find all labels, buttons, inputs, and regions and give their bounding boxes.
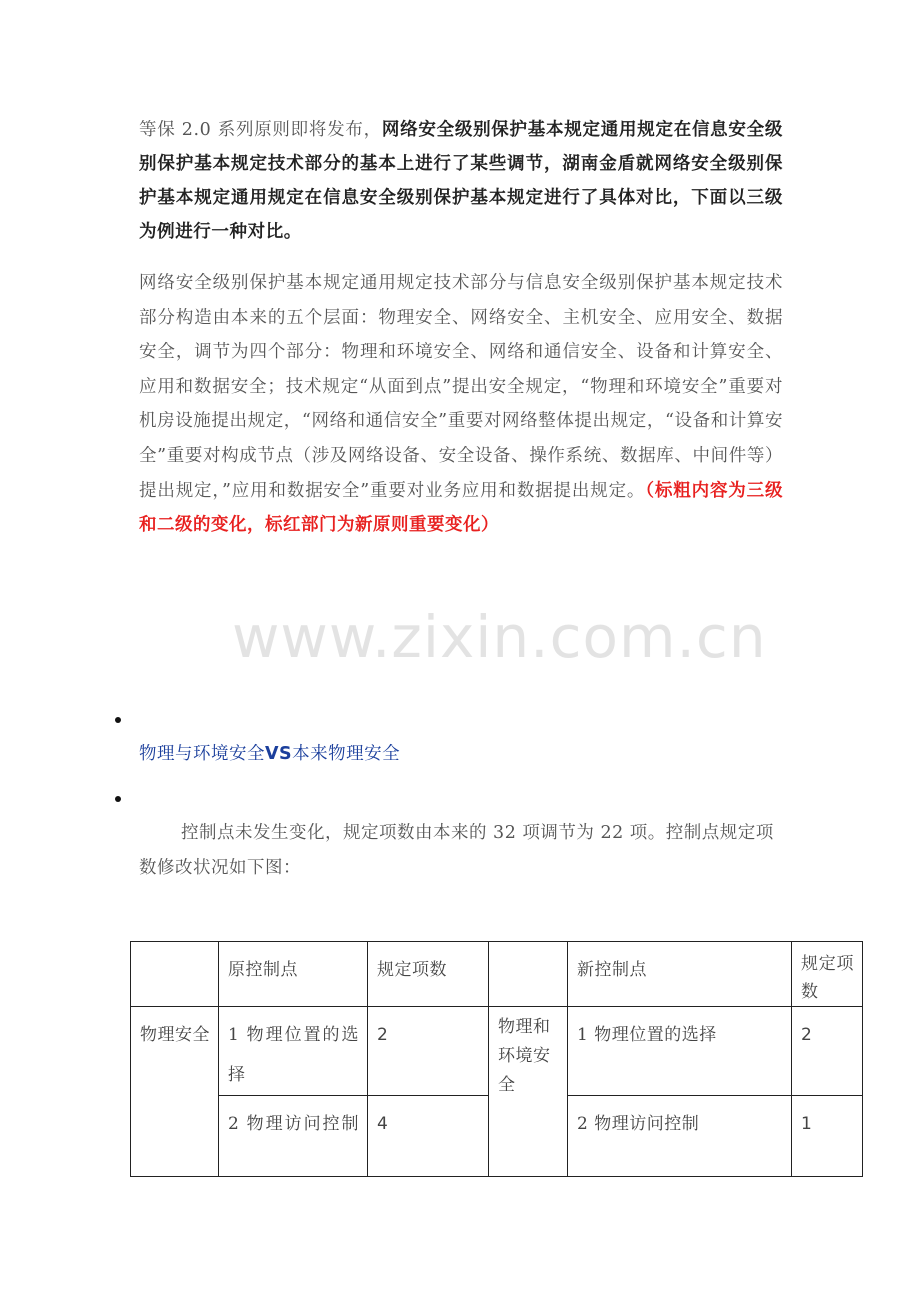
new-category-cell: 物理和环境安全 <box>489 1007 568 1177</box>
old-item-count: 4 <box>368 1096 489 1177</box>
new-item-count: 1 <box>792 1096 863 1177</box>
intro-bold-text: 网络安全级别保护基本规定通用规定在信息安全级别保护基本规定技术部分的基本上进行了某些调节，湖南金盾就网络安全级别保护基本规定通用规定在信息安全级别保护基本规定进行了具体对比，下面以三级为例进行一种对比。 <box>139 120 783 242</box>
header-new-item-count: 规定项数 <box>792 942 863 1007</box>
section-description <box>139 816 783 886</box>
header-cell-empty <box>131 942 219 1007</box>
red-note: （标粗内容为三级和二级的变化，标红部门为新原则重要变化） <box>139 480 783 536</box>
structure-paragraph <box>139 266 783 543</box>
old-item-count: 2 <box>368 1007 489 1096</box>
section-heading-pre: 物理与环境安全 <box>139 744 265 764</box>
header-new-control-point: 新控制点 <box>568 942 792 1007</box>
intro-paragraph <box>139 113 783 249</box>
section-heading-vs: VS <box>265 744 293 764</box>
old-control-point: 1 物理位置的选择 <box>219 1007 368 1096</box>
old-category-cell: 物理安全 <box>131 1007 219 1177</box>
section-description-text: 控制点未发生变化，规定项数由本来的 32 项调节为 22 项。控制点规定项数修改状况如下图： <box>139 823 774 878</box>
bullet-dot <box>115 717 121 723</box>
watermark: www.zixin.com.cn <box>232 603 767 671</box>
new-control-point: 2 物理访问控制 <box>568 1096 792 1177</box>
structure-text: 网络安全级别保护基本规定通用规定技术部分与信息安全级别保护基本规定技术部分构造由本来的五个层面：物理安全、网络安全、主机安全、应用安全、数据安全，调节为四个部分：物理和环境安全、网络和通信安全、设备和计算安全、应用和数据安全；技术规定“从面到点”提出安全规定，“物理和环境安全”重要对机房设施提出规定，“网络和通信安全”重要对网络整体提出规定，“设备和计算安全”重要对构成节点（涉及网络设备、安全设备、操作系统、数据库、中间件等）提出规定，”应用和数据安全”重要对业务应用和数据提出规定。 <box>139 273 783 501</box>
section-heading <box>139 740 400 765</box>
new-control-point: 1 物理位置的选择 <box>568 1007 792 1096</box>
intro-lead: 等保 2.0 系列原则即将发布， <box>139 120 382 140</box>
section-heading-post: 本来物理安全 <box>292 744 401 764</box>
table-row <box>131 1007 863 1096</box>
header-old-item-count: 规定项数 <box>368 942 489 1007</box>
bullet-dot <box>115 796 121 802</box>
header-cell-empty <box>489 942 568 1007</box>
header-old-control-point: 原控制点 <box>219 942 368 1007</box>
table-header-row <box>131 942 863 1007</box>
comparison-table <box>130 941 863 1177</box>
new-item-count: 2 <box>792 1007 863 1096</box>
old-control-point: 2 物理访问控制 <box>219 1096 368 1177</box>
